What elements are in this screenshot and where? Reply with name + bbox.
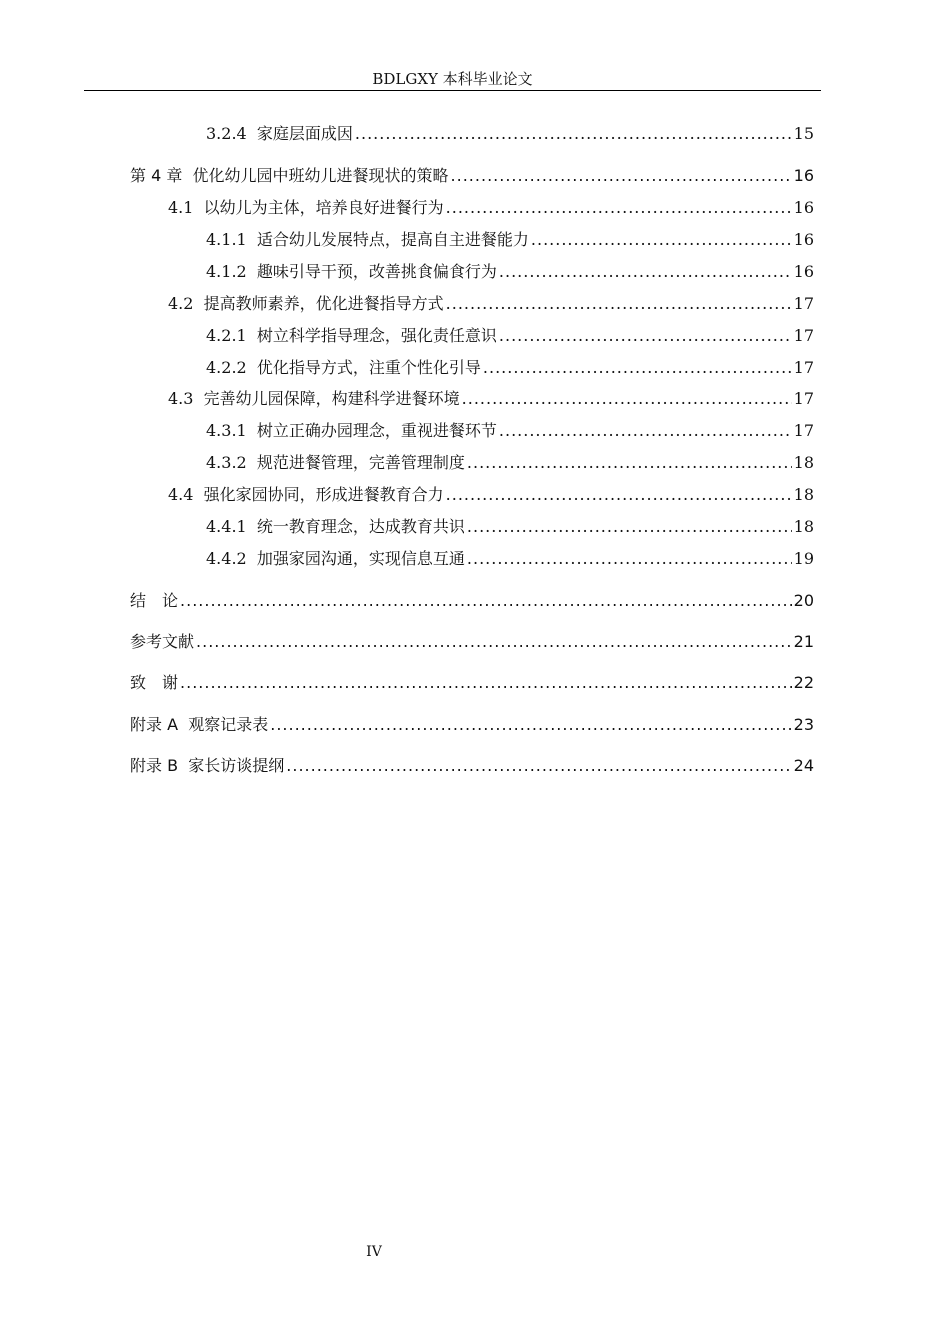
toc-entry-page: 16 — [793, 262, 814, 281]
toc-entry-title: 适合幼儿发展特点，提高自主进餐能力 — [256, 230, 529, 249]
toc-entry[interactable] — [206, 449, 814, 473]
toc-entry-title: 强化家园协同，形成进餐教育合力 — [203, 485, 444, 504]
toc-entry-number: 4.4 — [168, 485, 194, 504]
toc-entry[interactable] — [130, 587, 814, 611]
toc-entry[interactable] — [130, 162, 814, 186]
toc-entry-page: 17 — [793, 389, 814, 408]
toc-entry-number: 3.2.4 — [206, 124, 247, 143]
toc-entry-spacer — [193, 485, 203, 505]
toc-entry-page: 17 — [793, 326, 814, 345]
toc-entry-title: 观察记录表 — [188, 715, 269, 734]
toc-dot-leader — [467, 517, 792, 537]
toc-entry-title: 树立科学指导理念，强化责任意识 — [256, 326, 497, 345]
toc-entry-spacer — [178, 715, 188, 735]
toc-entry[interactable] — [206, 354, 814, 378]
toc-dot-leader — [196, 632, 792, 652]
toc-dot-leader — [446, 294, 792, 314]
toc-dot-leader — [483, 358, 792, 378]
toc-entry-number: 4.1.1 — [206, 230, 247, 249]
toc-entry-spacer — [247, 262, 257, 282]
toc-entry[interactable] — [130, 628, 814, 652]
toc-entry-title: 优化指导方式，注重个性化引导 — [256, 358, 481, 377]
toc-entry-title: 参考文献 — [130, 632, 195, 651]
toc-entry-spacer — [178, 756, 188, 776]
toc-entry[interactable] — [206, 120, 814, 144]
toc-entry-number: 4.2 — [168, 294, 194, 313]
toc-entry-number: 附录 A — [130, 715, 179, 734]
toc-entry-page: 21 — [793, 632, 814, 651]
toc-entry-page: 22 — [793, 673, 814, 692]
toc-entry[interactable] — [168, 385, 814, 409]
toc-dot-leader — [451, 166, 792, 186]
toc-entry-number: 4.3.2 — [206, 453, 247, 472]
toc-entry[interactable] — [168, 290, 814, 314]
toc-entry-number: 4.1.2 — [206, 262, 247, 281]
toc-entry-page: 20 — [793, 591, 814, 610]
toc-entry-spacer — [193, 198, 203, 218]
toc-entry-title: 规范进餐管理，完善管理制度 — [256, 453, 465, 472]
toc-entry-page: 15 — [793, 124, 814, 143]
toc-entry-page: 18 — [793, 517, 814, 536]
toc-entry-spacer — [247, 421, 257, 441]
toc-entry-number: 4.4.2 — [206, 549, 247, 568]
toc-entry-spacer — [247, 517, 257, 537]
toc-dot-leader — [499, 421, 792, 441]
toc-entry-page: 17 — [793, 294, 814, 313]
toc-entry-title: 家长访谈提纲 — [188, 756, 285, 775]
toc-entry-spacer — [247, 230, 257, 250]
toc-entry[interactable] — [168, 194, 814, 218]
toc-dot-leader — [355, 124, 792, 144]
toc-entry-page: 16 — [793, 230, 814, 249]
toc-entry[interactable] — [206, 322, 814, 346]
toc-entry-title: 提高教师素养，优化进餐指导方式 — [203, 294, 444, 313]
toc-entry-title: 以幼儿为主体，培养良好进餐行为 — [203, 198, 444, 217]
toc-entry-number: 附录 B — [130, 756, 179, 775]
toc-entry-title: 趣味引导干预，改善挑食偏食行为 — [256, 262, 497, 281]
toc-entry[interactable] — [206, 226, 814, 250]
toc-dot-leader — [462, 389, 792, 409]
toc-dot-leader — [499, 326, 792, 346]
toc-dot-leader — [286, 756, 791, 776]
toc-entry-title: 完善幼儿园保障，构建科学进餐环境 — [203, 389, 460, 408]
toc-entry-page: 17 — [793, 358, 814, 377]
toc-entry-page: 16 — [793, 198, 814, 217]
toc-entry[interactable] — [206, 417, 814, 441]
toc-dot-leader — [180, 591, 792, 611]
toc-entry-page: 24 — [793, 756, 814, 775]
toc-entry-title: 结 论 — [130, 591, 179, 610]
toc-dot-leader — [467, 549, 792, 569]
toc-entry-number: 第 4 章 — [130, 166, 183, 185]
toc-entry-page: 18 — [793, 485, 814, 504]
toc-entry-spacer — [193, 294, 203, 314]
toc-dot-leader — [180, 673, 792, 693]
toc-dot-leader — [499, 262, 792, 282]
toc-entry[interactable] — [168, 481, 814, 505]
running-header: BDLGXY 本科毕业论文 — [372, 70, 533, 88]
toc-entry[interactable] — [206, 258, 814, 282]
toc-entry-page: 16 — [793, 166, 814, 185]
toc-entry-spacer — [182, 166, 192, 186]
toc-entry-spacer — [247, 549, 257, 569]
toc-entry-spacer — [247, 326, 257, 346]
toc-entry[interactable] — [130, 711, 814, 735]
toc-entry-page: 17 — [793, 421, 814, 440]
header-rule — [84, 90, 821, 91]
toc-dot-leader — [446, 485, 792, 505]
toc-entry-title: 致 谢 — [130, 673, 179, 692]
toc-entry-title: 树立正确办园理念，重视进餐环节 — [256, 421, 497, 440]
toc-dot-leader — [531, 230, 792, 250]
toc-entry[interactable] — [130, 669, 814, 693]
toc-entry-number: 4.3 — [168, 389, 194, 408]
toc-dot-leader — [270, 715, 791, 735]
toc-entry-title: 统一教育理念，达成教育共识 — [256, 517, 465, 536]
toc-entry-spacer — [247, 358, 257, 378]
toc-dot-leader — [467, 453, 792, 473]
toc-entry-number: 4.1 — [168, 198, 194, 217]
toc-entry-title: 优化幼儿园中班幼儿进餐现状的策略 — [192, 166, 449, 185]
toc-entry-spacer — [193, 389, 203, 409]
toc-entry-page: 23 — [793, 715, 814, 734]
toc-entry-number: 4.3.1 — [206, 421, 247, 440]
toc-entry-title: 加强家园沟通，实现信息互通 — [256, 549, 465, 568]
toc-entry-title: 家庭层面成因 — [256, 124, 353, 143]
toc-entry-page: 18 — [793, 453, 814, 472]
toc-dot-leader — [446, 198, 792, 218]
toc-entry[interactable] — [130, 752, 814, 776]
toc-entry-spacer — [247, 453, 257, 473]
toc-entry-number: 4.4.1 — [206, 517, 247, 536]
toc-entry-number: 4.2.1 — [206, 326, 247, 345]
toc-entry[interactable] — [206, 513, 814, 537]
toc-entry-page: 19 — [793, 549, 814, 568]
toc-entry-number: 4.2.2 — [206, 358, 247, 377]
page-number: IV — [366, 1244, 382, 1260]
toc-entry[interactable] — [206, 545, 814, 569]
toc-entry-spacer — [247, 124, 257, 144]
